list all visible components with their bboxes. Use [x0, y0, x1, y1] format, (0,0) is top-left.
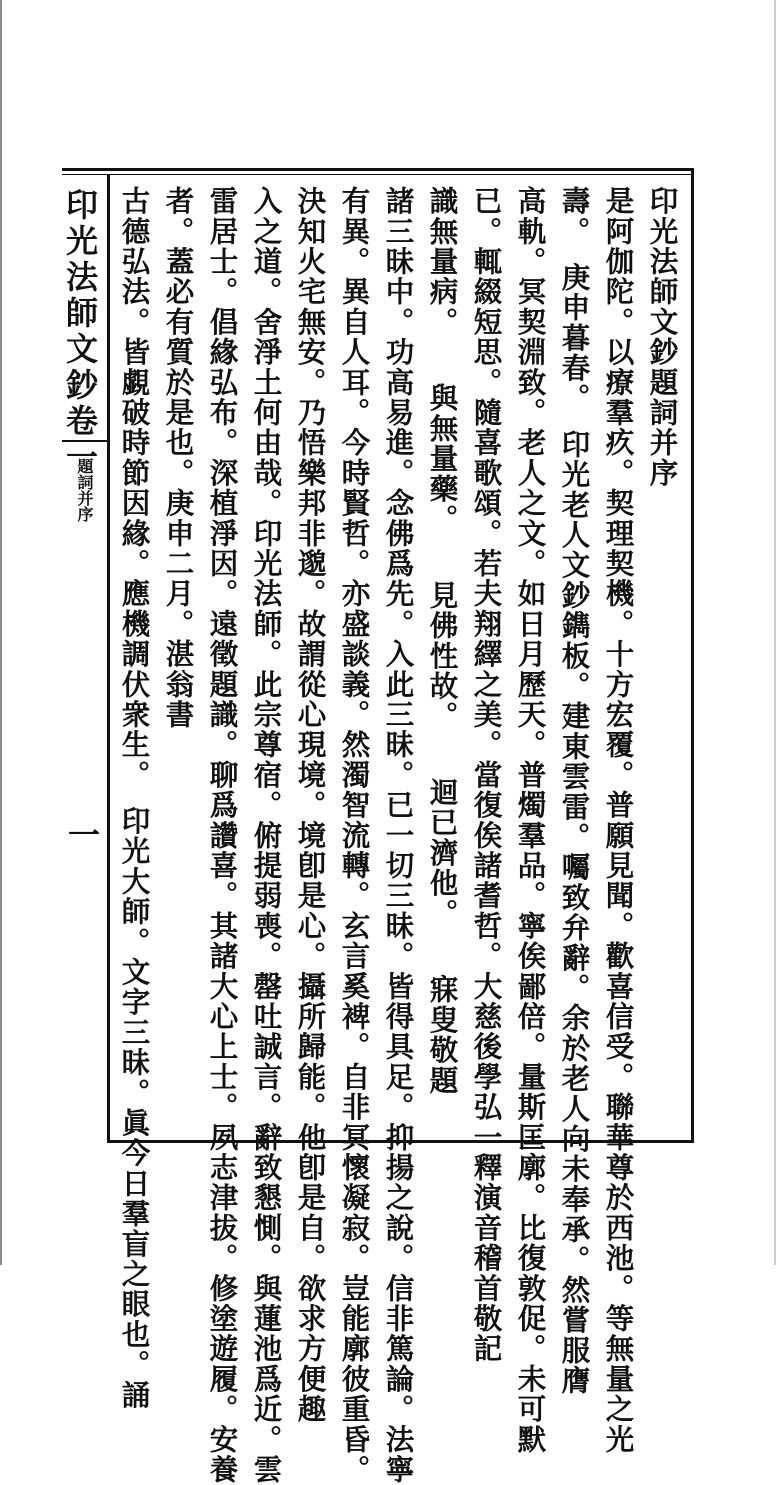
text-column: 識無量病。 與無量藥。 見佛性故。 迴已濟他。 寐叟敬題: [425, 186, 460, 1096]
frame-inner-left-rule: [107, 174, 110, 1143]
text-column: 決知火宅無安。乃悟樂邦非邈。故謂從心現境。境卽是心。攝所歸能。他卽是自。欲求方便趣: [293, 186, 328, 1425]
text-column: 印光法師文鈔題詞并序: [645, 186, 680, 488]
page-frame: [61, 168, 694, 1485]
text-column: 雷居士。倡緣弘布。深植淨因。遠徵題識。聊爲讚喜。其諸大心上士。夙志津拔。修塗遊履。安養: [205, 186, 240, 1485]
text-column: 古德弘法。皆覷破時節因緣。應機調伏衆生。 印光大師。文字三昧。眞今日羣盲之眼也。誦: [117, 186, 152, 1410]
margin-book-title: 印光法師文鈔卷一: [61, 188, 99, 476]
text-column: 高軌。冥契淵致。老人之文。如日月歷天。普燭羣品。寧俟鄙倍。量斯匡廓。比復敦促。未可默: [513, 186, 548, 1455]
frame-top-rule-thin: [62, 174, 694, 175]
frame-top-rule: [62, 168, 694, 171]
frame-right-rule: [691, 168, 694, 1143]
text-column: 壽。 庚申暮春。 印光老人文鈔鐫板。建東雲雷。囑致弁辭。余於老人向未奉承。然嘗服膺: [557, 186, 592, 1396]
scan-left-edge: [0, 0, 2, 1265]
text-column: 入之道。舍淨土何由哉。印光法師。此宗尊宿。俯提弱喪。罄吐誠言。辭致懇惻。與蓮池爲近。雲: [249, 186, 284, 1485]
text-column: 諸三昧中。功高易進。念佛爲先。入此三昧。已一切三昧。皆得具足。抑揚之說。信非篤論。法寧: [381, 186, 416, 1485]
text-column: 者。蓋必有質於是也。庚申二月。湛翁書: [161, 186, 196, 730]
margin-page-number: 一: [63, 818, 101, 850]
margin-section-label: 題詞并序: [75, 458, 94, 522]
text-column: 已。輒綴短思。隨喜歌頌。若夫翔繹之美。當復俟諸耆哲。大慈後學弘一釋演音稽首敬記: [469, 186, 504, 1364]
text-column: 是阿伽陀。以療羣疚。契理契機。十方宏覆。普願見聞。歡喜信受。聯華尊於西池。等無量之光: [601, 186, 636, 1455]
text-column: 有異。異自人耳。今時賢哲。亦盛談義。然濁智流轉。玄言奚裨。自非冥懷凝寂。豈能廓彼重昏。: [337, 186, 372, 1485]
